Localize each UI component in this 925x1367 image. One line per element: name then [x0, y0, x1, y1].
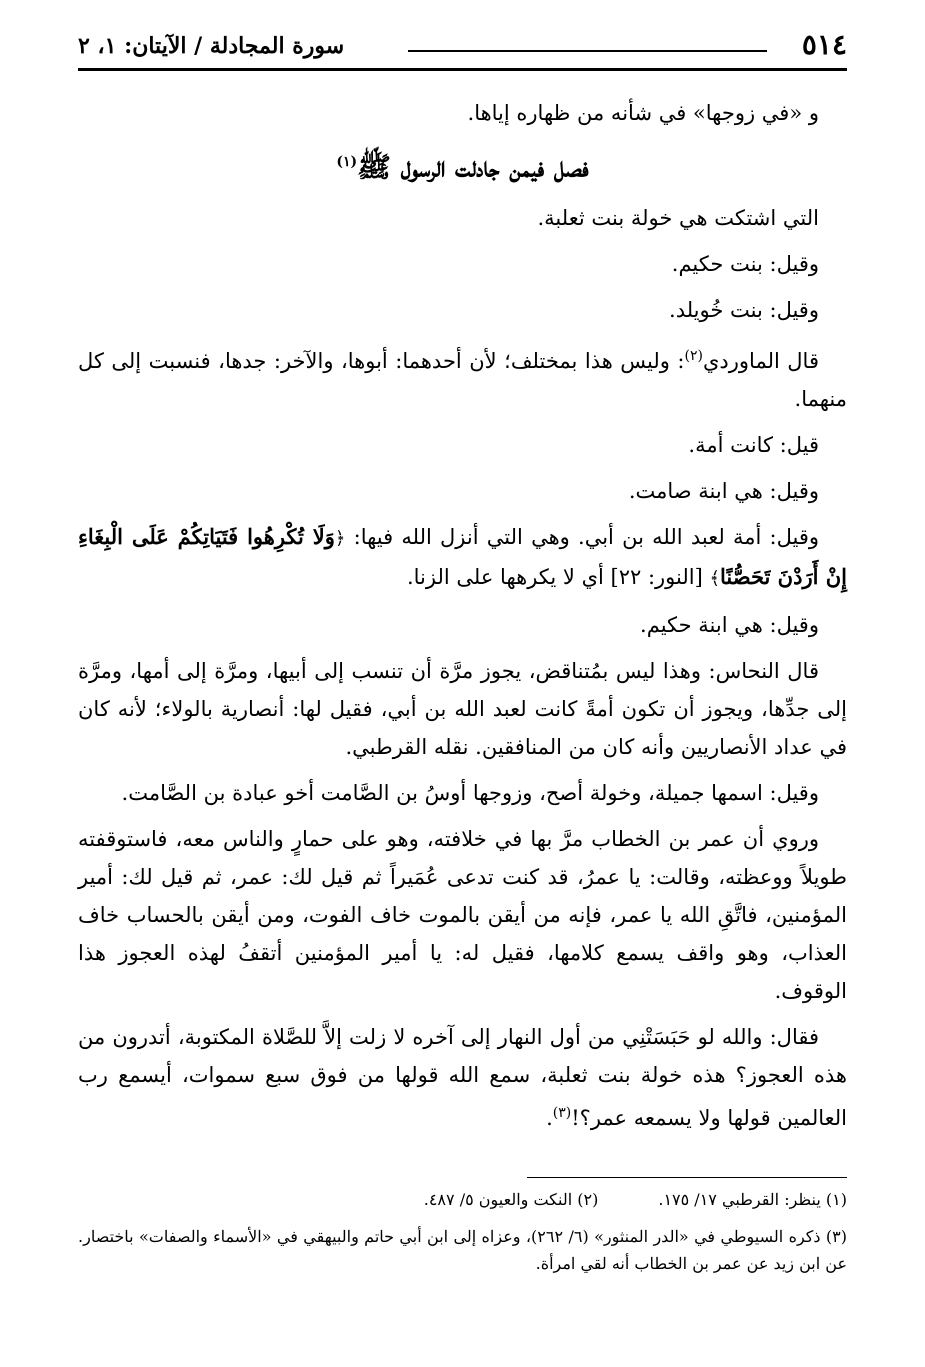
paragraph: وروي أن عمر بن الخطاب مرَّ بها في خلافته، وهو على حمارٍ والناس معه، فاستوقفته طويلاً ووعظته، وقالت: يا عمرُ، قد كنت تدعى عُمَيراً ثم قيل لك: عمر، ثم قيل لك: أمير المؤمنين، فاتَّقِ الله يا عمر، فإنه من أيقن بالموت خاف الفوت، ومن أيقن بالحساب خاف العذاب، وهو واقف يسمع كلامها، فقيل له: يا أمير المؤمنين أتقفُ لهذه العجوز هذا الوقوف.	[78, 827, 848, 1004]
header-dash-line	[408, 50, 767, 52]
paragraph-text: فقال: والله لو حَبَسَتْنِي من أول النهار إلى آخره لا زلت إلاَّ للصَّلاة المكتوبة، أتدرون من هذه العجوز؟ هذه خولة بنت ثعلبة، سمع الله قولها من فوق سبع سموات، أيسمع رب العالمين قولها ولا يسمعه عمر؟!	[78, 1025, 847, 1131]
section-heading	[78, 140, 847, 189]
footnote-ref[interactable]: (٣)	[552, 1105, 572, 1122]
paragraph: وقيل: اسمها جميلة، وخولة أصح، وزوجها أوسُ بن الصَّامت أخو عبادة بن الصَّامت.	[121, 781, 819, 806]
paragraph: التي اشتكت هي خولة بنت ثعلبة.	[537, 206, 819, 231]
footnote-2: (٢) النكت والعيون ٥/ ٤٨٧.	[423, 1190, 599, 1209]
paragraph: قيل: كانت أمة.	[688, 433, 819, 458]
paragraph: وقيل: هي ابنة صامت.	[628, 479, 819, 504]
paragraph-text: .	[546, 1106, 553, 1131]
paragraph: وقيل: بنت خُويلد.	[669, 298, 819, 323]
quran-close-bracket: ﴾	[709, 568, 721, 590]
paragraph-text: : وليس هذا بمختلف؛ لأن أحدهما: أبوها، والآخر: جدها، فنسبت إلى كل منهما.	[78, 349, 847, 412]
page-number: ٥١٤	[801, 28, 847, 61]
footnote-ref[interactable]: (١)	[336, 154, 358, 170]
quran-verse: وَلَا تُكْرِهُوا فَتَيَاتِكُمْ عَلَى الْبِغَاءِ إِنْ أَرَدْنَ تَحَصُّنًا	[78, 524, 847, 590]
running-head: سورة المجادلة / الآيتان: ١، ٢	[78, 33, 345, 59]
paragraph-text: قال الماوردي	[702, 349, 819, 374]
footnote-row	[78, 1186, 847, 1213]
footnote-ref[interactable]: (٢)	[684, 348, 703, 365]
page-header	[78, 28, 847, 72]
footnotes	[78, 1186, 847, 1281]
main-text	[78, 94, 847, 1145]
paragraph-text: وقيل: أمة لعبد الله بن أبي. وهي التي أنزل الله فيها:	[345, 525, 820, 550]
footnote-1: (١) ينظر: القرطبي ١٧/ ١٧٥.	[658, 1190, 847, 1209]
paragraph: وقيل: بنت حكيم.	[671, 252, 819, 277]
header-rule	[78, 68, 847, 71]
paragraph: قال النحاس: وهذا ليس بمُتناقض، يجوز مرَّة أن تنسب إلى أبيها، ومرَّة إلى أمها، ومرَّة إلى جدِّها، ويجوز أن تكون أمةً كانت لعبد الله بن أبي، فقيل لها: أنصارية بالولاء؛ لأنه كان في عداد الأنصاريين وأنه كان من المنافقين. نقله القرطبي.	[78, 659, 847, 760]
section-heading-text: فصل فيمن جادلت الرسول ﷺ	[357, 150, 589, 184]
paragraph	[78, 1018, 847, 1137]
paragraph-text: [النور: ٢٢] أي لا يكرهها على الزنا.	[406, 565, 710, 590]
paragraph: و «في زوجها» في شأنه من ظهاره إياها.	[467, 101, 819, 125]
paragraph	[78, 518, 847, 598]
footnote-3: (٣) ذكره السيوطي في «الدر المنثور» (٦/ ٢٦٢)، وعزاه إلى ابن أبي حاتم والبيهقي في «الأسماء والصفات» باختصار. عن ابن زيد عن عمر بن الخطاب أنه لقي امرأة.	[78, 1227, 848, 1273]
paragraph	[78, 337, 847, 418]
footnote-separator	[527, 1177, 847, 1178]
quran-open-bracket: ﴿	[334, 528, 346, 550]
paragraph: وقيل: هي ابنة حكيم.	[640, 613, 819, 638]
